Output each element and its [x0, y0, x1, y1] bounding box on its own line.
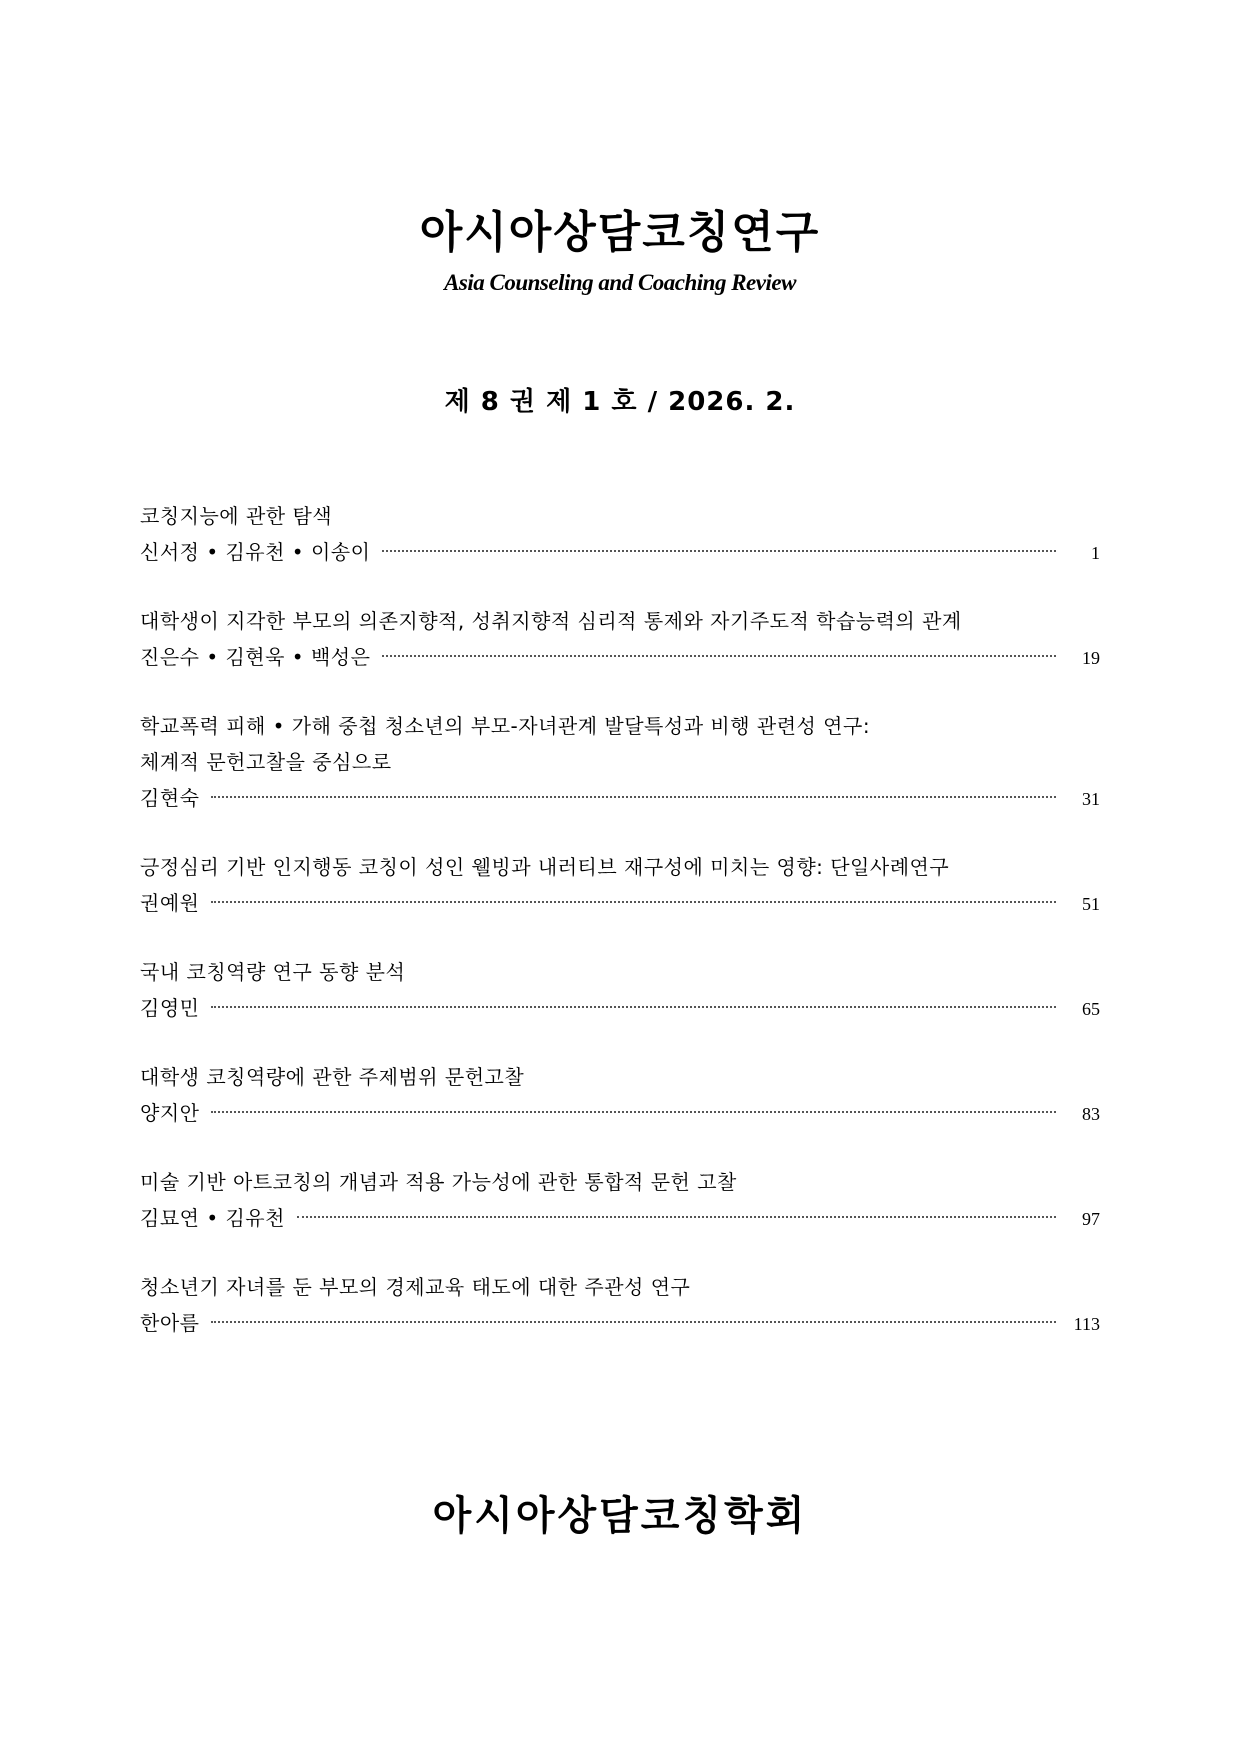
publisher-name: 아시아상담코칭학회	[432, 1493, 808, 1539]
toc-entry-page-number: 51	[1082, 894, 1100, 914]
toc-entry[interactable]	[140, 708, 1100, 816]
journal-title-english: Asia Counseling and Coaching Review	[444, 270, 796, 295]
toc-entry-authors: 양지안	[140, 1101, 200, 1125]
toc-entry-author-line	[140, 1200, 1100, 1236]
toc-entry-title: 코칭지능에 관한 탐색	[140, 504, 333, 528]
dot-leader	[382, 655, 1056, 657]
toc-entry-authors: 신서정 • 김유천 • 이송이	[140, 540, 371, 564]
toc-entry-authors: 김묘연 • 김유천	[140, 1206, 285, 1230]
issue-volume-number: 제 8 권 제 1 호 / 2026. 2.	[444, 387, 796, 417]
toc-entry[interactable]	[140, 498, 1100, 570]
toc-entry-author-line	[140, 780, 1100, 816]
journal-title-korean: 아시아상담코칭연구	[419, 207, 821, 258]
toc-entry-author-line	[140, 990, 1100, 1026]
toc-entry-authors: 권예원	[140, 891, 200, 915]
toc-entry-author-line	[140, 885, 1100, 921]
toc-entry-title: 미술 기반 아트코칭의 개념과 적용 가능성에 관한 통합적 문헌 고찰	[140, 1170, 737, 1194]
toc-entry[interactable]	[140, 954, 1100, 1026]
dot-leader	[211, 1321, 1056, 1323]
toc-entry[interactable]	[140, 1269, 1100, 1341]
toc-entry[interactable]	[140, 1164, 1100, 1236]
dot-leader	[211, 1006, 1056, 1008]
toc-entry-title: 청소년기 자녀를 둔 부모의 경제교육 태도에 대한 주관성 연구	[140, 1275, 691, 1299]
toc-entry-title: 긍정심리 기반 인지행동 코칭이 성인 웰빙과 내러티브 재구성에 미치는 영향: 단일사례연구	[140, 855, 950, 879]
toc-entry-authors: 한아름	[140, 1311, 200, 1335]
toc-entry-title: 학교폭력 피해 • 가해 중첩 청소년의 부모-자녀관계 발달특성과 비행 관련성 연구:	[140, 714, 871, 738]
toc-entry-title: 대학생 코칭역량에 관한 주제범위 문헌고찰	[140, 1065, 525, 1089]
toc-entry-author-line	[140, 1095, 1100, 1131]
dot-leader	[211, 901, 1056, 903]
toc-entry-page-number: 113	[1073, 1314, 1100, 1334]
toc-entry-authors: 김영민	[140, 996, 200, 1020]
toc-entry[interactable]	[140, 603, 1100, 675]
dot-leader	[382, 550, 1056, 552]
toc-entry-author-line	[140, 534, 1100, 570]
toc-entry-title: 대학생이 지각한 부모의 의존지향적, 성취지향적 심리적 통제와 자기주도적 학습능력의 관계	[140, 609, 962, 633]
dot-leader	[211, 796, 1056, 798]
toc-entry[interactable]	[140, 849, 1100, 921]
toc-entry-title: 국내 코칭역량 연구 동향 분석	[140, 960, 406, 984]
toc-entry-page-number: 19	[1082, 648, 1100, 668]
toc-entry-title: 체계적 문헌고찰을 중심으로	[140, 750, 392, 774]
toc-entry-page-number: 31	[1082, 789, 1100, 809]
toc-entry-author-line	[140, 639, 1100, 675]
toc-entry-page-number: 65	[1082, 999, 1100, 1019]
toc-entry-page-number: 97	[1082, 1209, 1100, 1229]
dot-leader	[211, 1111, 1056, 1113]
toc-entry[interactable]	[140, 1059, 1100, 1131]
toc-entry-authors: 진은수 • 김현욱 • 백성은	[140, 645, 371, 669]
toc-entry-author-line	[140, 1305, 1100, 1341]
dot-leader	[297, 1216, 1056, 1218]
toc-entry-authors: 김현숙	[140, 786, 200, 810]
table-of-contents	[140, 498, 1100, 1341]
toc-entry-page-number: 1	[1091, 543, 1100, 563]
toc-entry-page-number: 83	[1082, 1104, 1100, 1124]
